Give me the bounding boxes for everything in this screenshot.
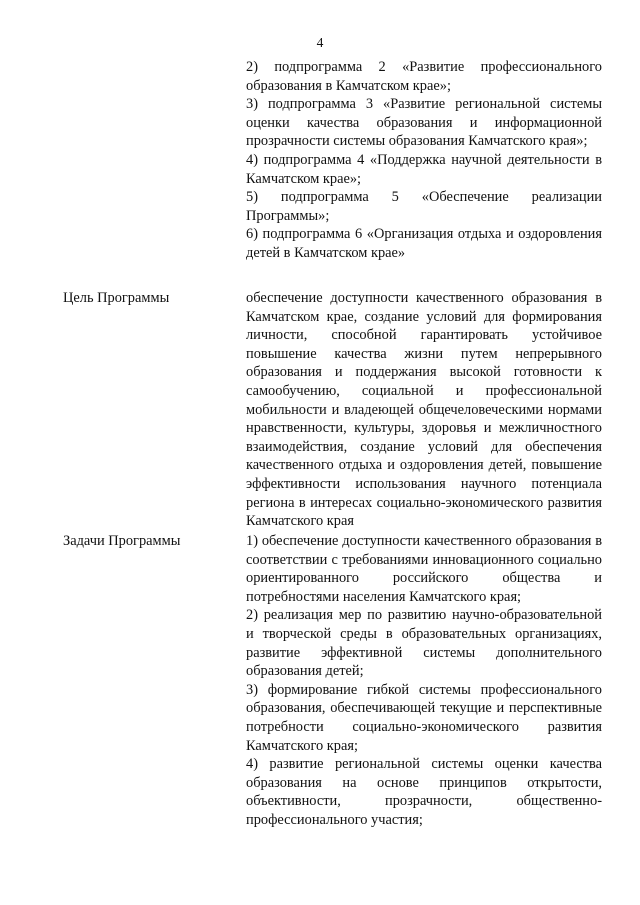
subprogram-item: 6) подпрограмма 6 «Организация отдыха и оздоровления детей в Камчатском крае» [246,226,602,261]
subprogram-item: 3) подпрограмма 3 «Развитие региональной системы оценки качества образования и информационной прозрачности системы образования Камчатского края»; [246,96,602,150]
task-item: 1) обеспечение доступности качественного образования в соответствии с требованиями инновационного социально ориентированного российского общества и потребностями населения Камчатского края; [246,533,602,605]
page-number: 4 [316,35,324,50]
subprogram-item: 4) подпрограмма 4 «Поддержка научной деятельности в Камчатском крае»; [246,151,602,187]
tasks-list [246,532,602,830]
task-item: 3) формирование гибкой системы профессионального образования, обеспечивающей текущие и перспективные потребности социально-экономического развития Камчатского края; [246,681,602,754]
subprogram-item: 2) подпрограмма 2 «Развитие профессионального образования в Камчатском крае»; [246,59,602,94]
task-item: 2) реализация мер по развитию научно-образовательной и творческой среды в образовательных организациях, развитие эффективной системы дополнительного образования детей; [246,607,602,680]
goal-text [246,289,602,531]
subprogram-item: 5) подпрограмма 5 «Обеспечение реализации Программы»; [246,189,602,224]
goal-label: Цель Программы [63,290,170,306]
task-item: 4) развитие региональной системы оценки качества образования на основе принципов открытости, объективности, прозрачности, общественно-профессионального участия; [246,756,602,828]
subprograms-list [246,58,602,263]
goal-paragraph: обеспечение доступности качественного образования в Камчатском крае, создание условий для формирования личности, способной гарантировать устойчивое повышение качества жизни путем непрерывного образования и поддержания высокой готовности к самообучению, социальной и профессиональной мобильности и владеющей общечеловеческими нормами нравственности, культуры, здоровья и межличностного взаимодействия, создание условий для обеспечения качественного отдыха и оздоровления детей, повышение эффективности использования научного потенциала региона в интересах социально-экономического развития Камчатского края [246,290,602,530]
tasks-label: Задачи Программы [63,533,181,549]
